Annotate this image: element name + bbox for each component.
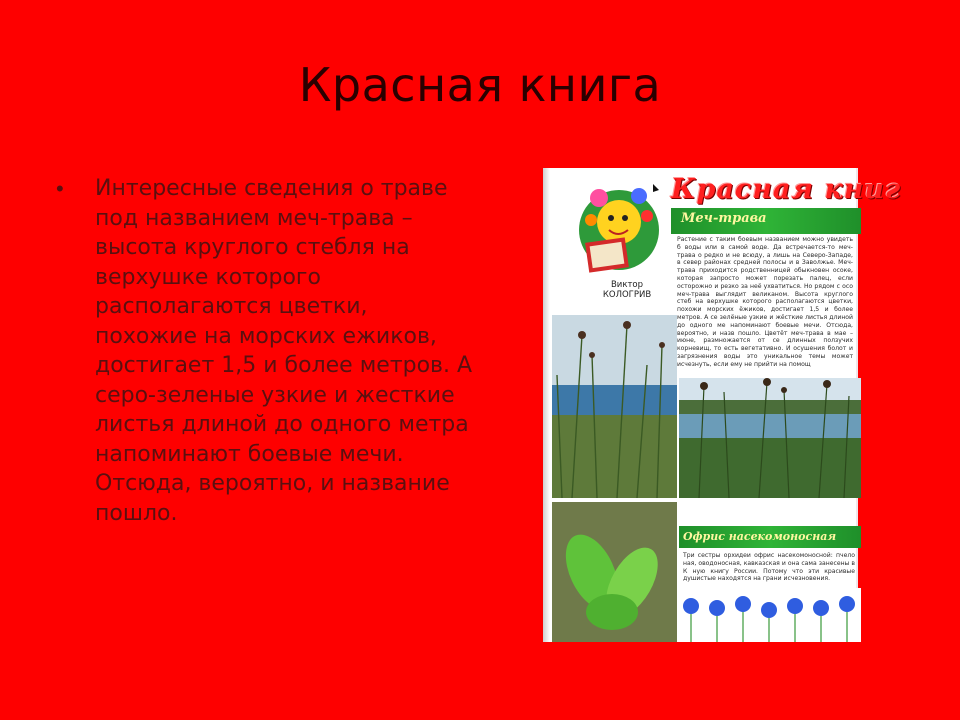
slide-title: Красная книга xyxy=(298,58,662,112)
author-first-name: Виктор xyxy=(610,280,644,290)
lake-photo xyxy=(679,378,861,498)
bullet-marker: • xyxy=(56,176,64,201)
section1-text: Растение с таким боевым названием можно увидеть б воды или в самой воде. Да встречается-то меч-трава о редко и не всюду, а лишь на Северо-Западе, в север районах средней полосы и в Заволжье. Меч-трава приходится родственницей обыкновен осоке, которая запросто может порезать палец, если осторожно и резко за неё ухватиться. Но рядом с осо меч-трава выглядит великаном. Высота круглого стеб на верхушке которого располагаются цветки, похожи морских ёжиков, достигает 1,5 и более метров. А се зелёные узкие и жёсткие листья длиной до одного ме напоминают боевые мечи. Отсюда, вероятно, и назв пошло. Цветёт меч-трава в мае – июне, размножается от се длинных ползучих корневищ, то есть вегетативно. И осушения болот и загрязнения воды это уникальное темы может исчезнуть, если ему не прийти на помощ xyxy=(677,236,853,368)
section2-heading: Офрис насекомоносная xyxy=(683,530,837,543)
cornflower-border xyxy=(679,588,861,642)
grass-photo xyxy=(552,315,677,498)
section2-text: Три сестры орхидеи офрис насекомоносной: пчело ная, оводоносная, кавказская и она сама занесены в К ную книгу России. Потому что эти красивые душистые находятся на грани исчезновения. xyxy=(683,552,855,583)
page-edge-shadow xyxy=(543,168,550,642)
section1-heading: Меч-трава xyxy=(681,211,767,226)
author-name xyxy=(591,280,663,300)
book-header-title: Красная книг xyxy=(671,174,902,205)
book-page-image xyxy=(543,168,902,642)
slide-body-text: Интересные сведения о траве под названием меч-трава – высота круглого стебля на верхушке которого располагаются цветки, похожие на морских ежиков, достигает 1,5 и более метров. А серо-зеленые узкие и жесткие листья длиной до одного метра напоминают боевые мечи. Отсюда, вероятно, и название пошло. xyxy=(95,176,473,526)
author-last-name: КОЛОГРИВ xyxy=(602,290,652,300)
mascot-illustration xyxy=(561,178,669,290)
orchid-leaves-photo xyxy=(552,502,677,642)
